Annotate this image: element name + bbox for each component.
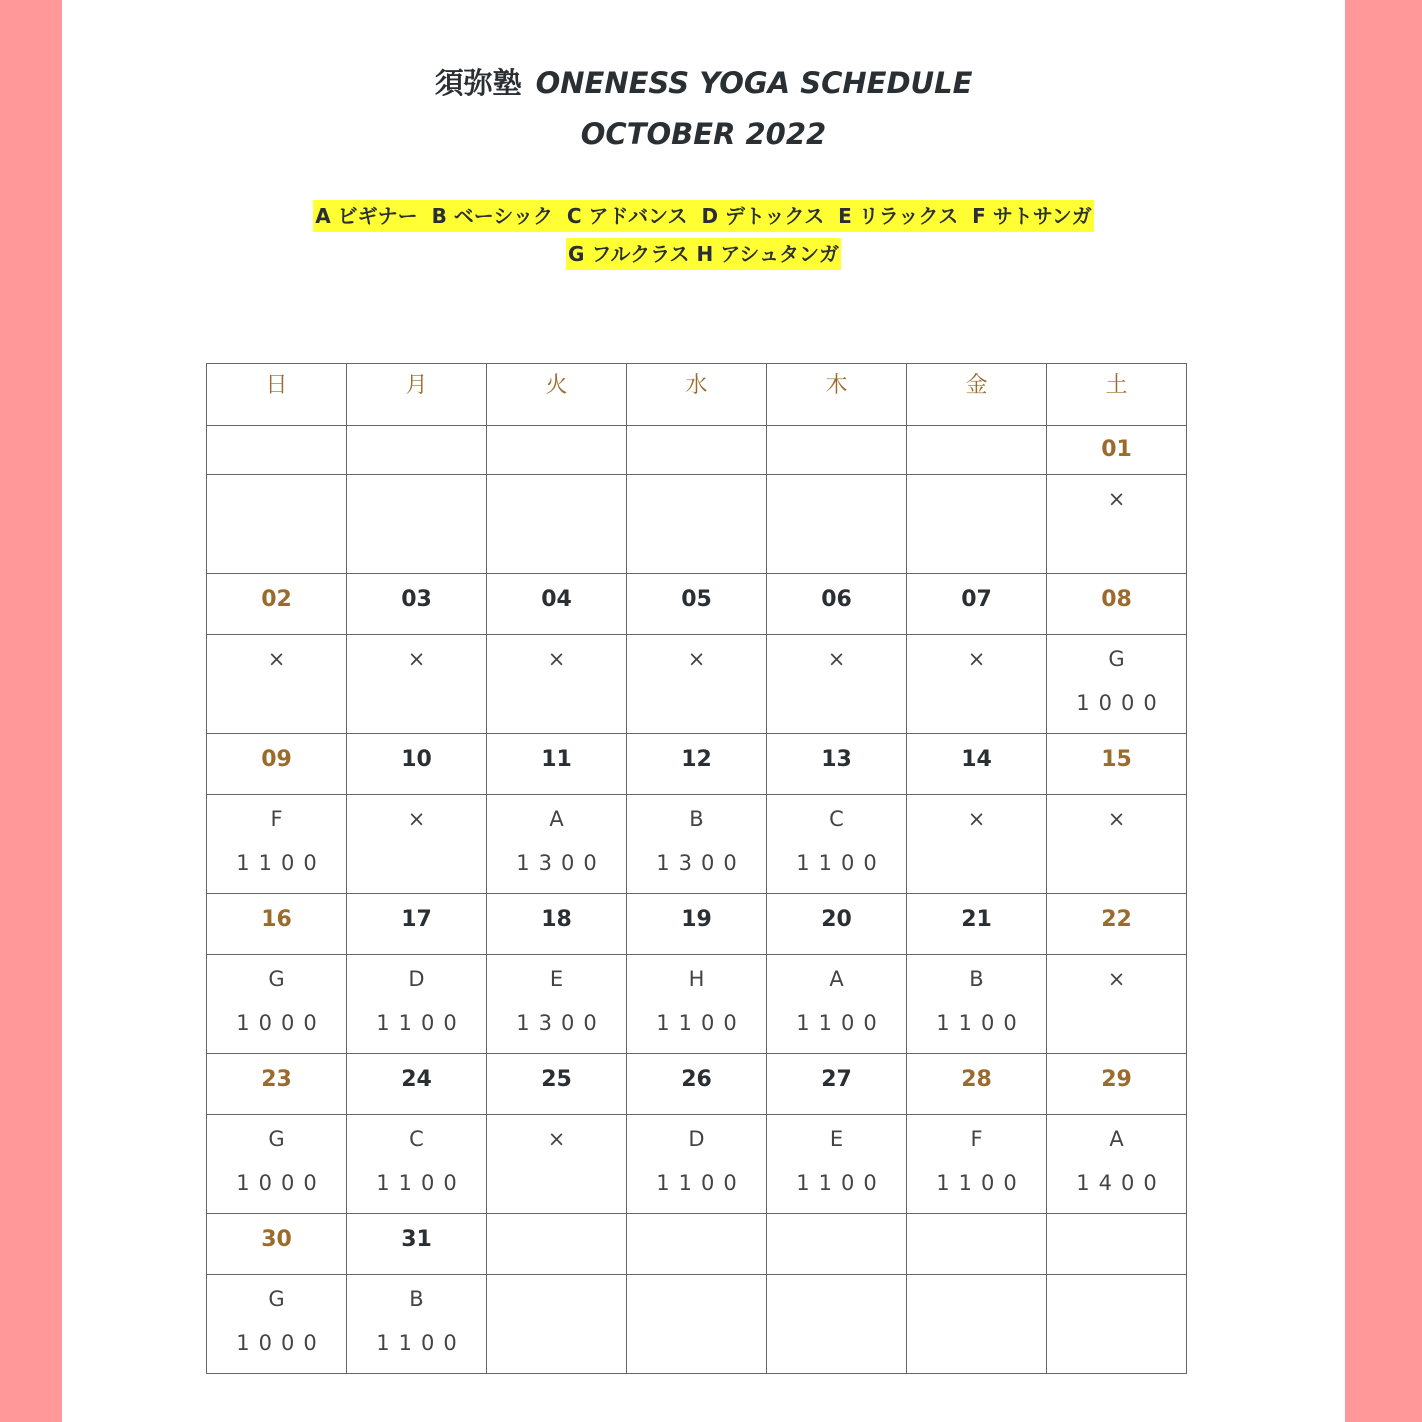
date-cell: 12 (627, 734, 767, 795)
class-code: × (1107, 487, 1126, 511)
class-code: × (407, 807, 426, 831)
date-cell (767, 1214, 907, 1275)
school-name: 須弥塾 (434, 66, 522, 100)
date-cell: 06 (767, 574, 907, 635)
class-code: × (547, 1127, 566, 1151)
class-code: × (1107, 807, 1126, 831)
weekday-header: 金 (907, 364, 1047, 426)
weekday-header: 日 (207, 364, 347, 426)
class-code: G (268, 1287, 285, 1311)
date-cell: 28 (907, 1054, 1047, 1115)
class-cell (207, 1275, 347, 1374)
date-row (207, 894, 1187, 955)
class-price: 1100 (656, 1171, 746, 1195)
class-cell (907, 1275, 1047, 1374)
date-row (207, 574, 1187, 635)
date-row (207, 1214, 1187, 1275)
class-price: 1000 (1076, 691, 1166, 715)
class-code: A (829, 967, 844, 991)
class-cell (207, 475, 347, 574)
class-code: × (967, 807, 986, 831)
date-cell (1047, 1214, 1187, 1275)
date-cell: 29 (1047, 1054, 1187, 1115)
date-cell: 01 (1047, 426, 1187, 475)
date-cell: 02 (207, 574, 347, 635)
legend-line-1: A ビギナー B ベーシック C アドバンス D デトックス E リラックス F サトサンガ (313, 200, 1094, 232)
class-cell (907, 955, 1047, 1054)
class-code: H (688, 967, 705, 991)
class-price: 1100 (796, 1171, 886, 1195)
date-cell: 19 (627, 894, 767, 955)
class-cell (907, 1115, 1047, 1214)
class-code: F (970, 1127, 983, 1151)
class-code: E (829, 1127, 844, 1151)
class-price: 1300 (516, 1011, 606, 1035)
class-price: 1300 (516, 851, 606, 875)
calendar-table (206, 363, 1187, 1374)
date-cell: 27 (767, 1054, 907, 1115)
class-cell (347, 1115, 487, 1214)
date-cell (907, 1214, 1047, 1275)
class-cell (207, 635, 347, 734)
date-row (207, 426, 1187, 475)
date-cell: 23 (207, 1054, 347, 1115)
weekday-header: 火 (487, 364, 627, 426)
page-title (62, 58, 1345, 160)
date-cell (347, 426, 487, 475)
class-cell (767, 475, 907, 574)
class-cell (487, 795, 627, 894)
weekday-header: 月 (347, 364, 487, 426)
class-row (207, 795, 1187, 894)
class-cell (767, 955, 907, 1054)
class-price: 1400 (1076, 1171, 1166, 1195)
class-row (207, 1115, 1187, 1214)
date-cell: 24 (347, 1054, 487, 1115)
legend-line-2: G フルクラス H アシュタンガ (566, 238, 841, 270)
class-price: 1100 (376, 1171, 466, 1195)
class-code: × (267, 647, 286, 671)
class-cell (1047, 1275, 1187, 1374)
class-price: 1000 (236, 1011, 326, 1035)
schedule-title: ONENESS YOGA SCHEDULE (535, 66, 973, 100)
date-cell: 11 (487, 734, 627, 795)
class-code: E (549, 967, 564, 991)
class-cell (207, 795, 347, 894)
date-cell: 25 (487, 1054, 627, 1115)
class-code: × (827, 647, 846, 671)
date-cell: 21 (907, 894, 1047, 955)
class-code: × (1107, 967, 1126, 991)
class-cell (907, 795, 1047, 894)
class-cell (767, 1275, 907, 1374)
class-code: × (547, 647, 566, 671)
date-cell (627, 1214, 767, 1275)
class-price: 1000 (236, 1331, 326, 1355)
date-cell: 18 (487, 894, 627, 955)
class-code: B (409, 1287, 424, 1311)
date-cell: 15 (1047, 734, 1187, 795)
class-code: D (688, 1127, 705, 1151)
class-code: G (268, 1127, 285, 1151)
class-cell (207, 1115, 347, 1214)
date-cell: 04 (487, 574, 627, 635)
date-cell (907, 426, 1047, 475)
date-cell (767, 426, 907, 475)
date-cell: 17 (347, 894, 487, 955)
date-cell: 20 (767, 894, 907, 955)
class-price: 1100 (796, 1011, 886, 1035)
class-price: 1100 (936, 1011, 1026, 1035)
class-cell (767, 1115, 907, 1214)
class-row (207, 955, 1187, 1054)
class-cell (627, 955, 767, 1054)
class-cell (1047, 475, 1187, 574)
class-row (207, 635, 1187, 734)
class-code: G (268, 967, 285, 991)
class-price: 1000 (236, 1171, 326, 1195)
class-cell (487, 955, 627, 1054)
class-row (207, 1275, 1187, 1374)
class-code: A (1109, 1127, 1124, 1151)
class-cell (347, 1275, 487, 1374)
class-price: 1100 (796, 851, 886, 875)
date-cell: 09 (207, 734, 347, 795)
title-line-1 (62, 58, 1345, 109)
class-price: 1100 (376, 1331, 466, 1355)
date-cell: 07 (907, 574, 1047, 635)
class-cell (627, 795, 767, 894)
class-price: 1300 (656, 851, 746, 875)
schedule-month: OCTOBER 2022 (580, 117, 827, 151)
class-cell (627, 1275, 767, 1374)
date-cell (627, 426, 767, 475)
class-code: C (409, 1127, 424, 1151)
class-cell (347, 955, 487, 1054)
class-price: 1100 (936, 1171, 1026, 1195)
date-cell (487, 426, 627, 475)
date-cell: 08 (1047, 574, 1187, 635)
date-row (207, 1054, 1187, 1115)
date-cell: 05 (627, 574, 767, 635)
class-cell (487, 475, 627, 574)
weekday-header: 土 (1047, 364, 1187, 426)
date-cell (207, 426, 347, 475)
class-price: 1100 (376, 1011, 466, 1035)
class-cell (627, 475, 767, 574)
class-cell (767, 635, 907, 734)
date-cell: 10 (347, 734, 487, 795)
class-cell (1047, 955, 1187, 1054)
class-cell (347, 635, 487, 734)
weekday-header-row (207, 364, 1187, 426)
class-cell (487, 1275, 627, 1374)
class-price: 1100 (656, 1011, 746, 1035)
class-cell (207, 955, 347, 1054)
class-code: × (687, 647, 706, 671)
weekday-header: 水 (627, 364, 767, 426)
class-price: 1100 (236, 851, 326, 875)
date-row (207, 734, 1187, 795)
date-cell: 16 (207, 894, 347, 955)
class-cell (907, 475, 1047, 574)
class-cell (487, 1115, 627, 1214)
class-row (207, 475, 1187, 574)
date-cell: 30 (207, 1214, 347, 1275)
class-code: G (1108, 647, 1125, 671)
calendar-body (207, 426, 1187, 1374)
class-cell (627, 1115, 767, 1214)
class-cell (487, 635, 627, 734)
class-code: B (689, 807, 704, 831)
class-cell (347, 795, 487, 894)
date-cell: 22 (1047, 894, 1187, 955)
class-code: B (969, 967, 984, 991)
class-cell (1047, 795, 1187, 894)
class-cell (1047, 635, 1187, 734)
date-cell: 03 (347, 574, 487, 635)
schedule-page (62, 0, 1345, 1422)
date-cell (487, 1214, 627, 1275)
class-code: × (967, 647, 986, 671)
class-code: C (829, 807, 844, 831)
weekday-header: 木 (767, 364, 907, 426)
class-cell (627, 635, 767, 734)
class-code: × (407, 647, 426, 671)
class-cell (1047, 1115, 1187, 1214)
class-cell (907, 635, 1047, 734)
date-cell: 13 (767, 734, 907, 795)
class-legend (62, 197, 1345, 273)
date-cell: 14 (907, 734, 1047, 795)
class-code: F (270, 807, 283, 831)
date-cell: 26 (627, 1054, 767, 1115)
date-cell: 31 (347, 1214, 487, 1275)
class-code: A (549, 807, 564, 831)
class-cell (767, 795, 907, 894)
class-cell (347, 475, 487, 574)
class-code: D (408, 967, 425, 991)
